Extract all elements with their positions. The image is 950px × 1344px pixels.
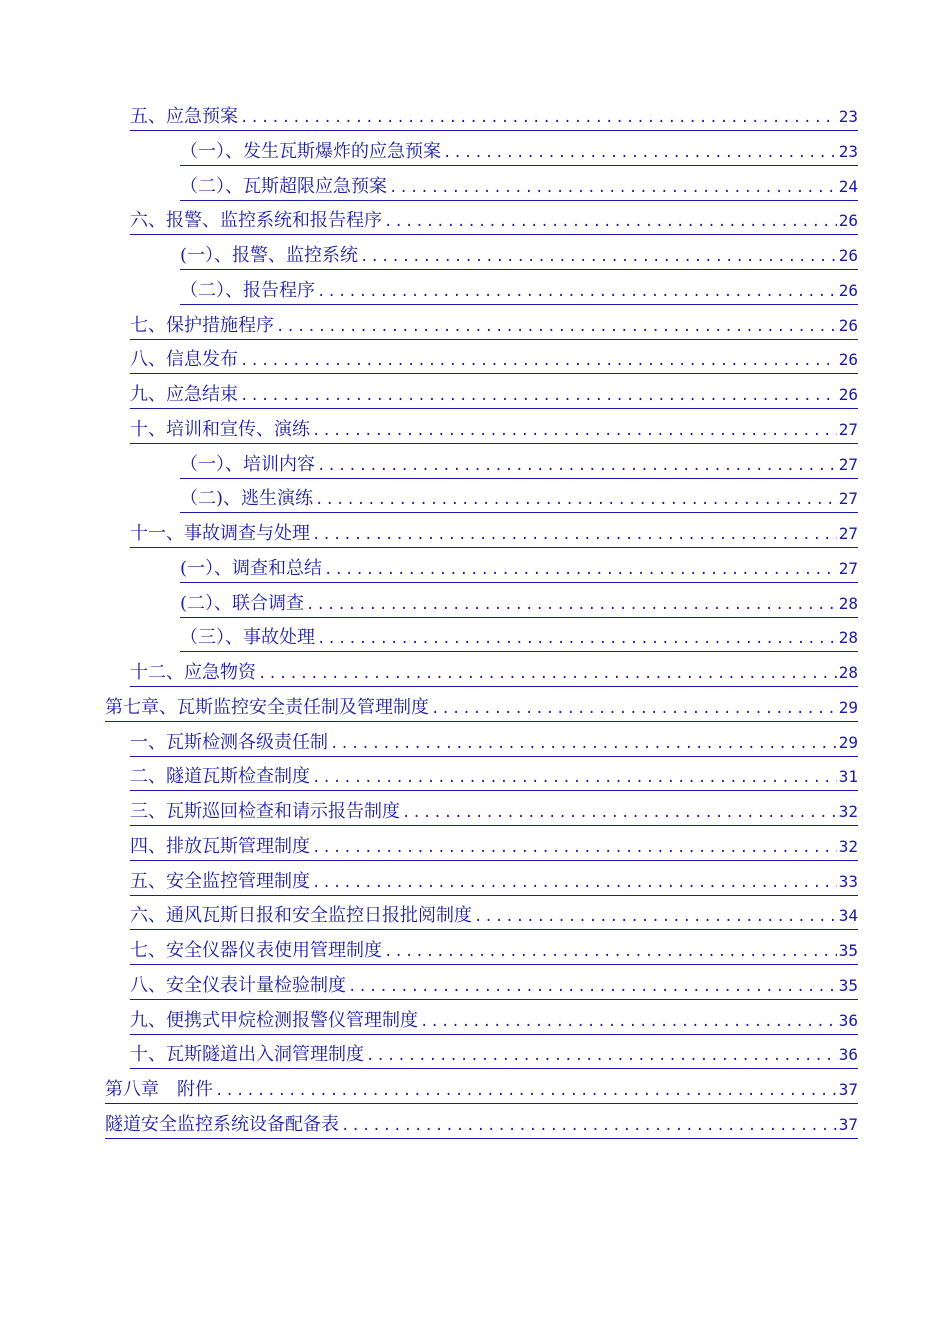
toc-entry[interactable] xyxy=(180,139,858,166)
toc-dot-leader xyxy=(312,522,837,548)
toc-entry[interactable] xyxy=(180,625,858,652)
toc-entry[interactable] xyxy=(130,834,858,861)
toc-dot-leader xyxy=(215,1078,837,1104)
toc-entry[interactable] xyxy=(130,660,858,687)
toc-entry[interactable] xyxy=(180,278,858,305)
toc-entry-label: 第七章、瓦斯监控安全责任制及管理制度 xyxy=(105,696,429,718)
toc-entry-label: 六、通风瓦斯日报和安全监控日报批阅制度 xyxy=(130,905,472,927)
toc-entry-page-number: 35 xyxy=(838,941,858,960)
toc-entry[interactable] xyxy=(130,208,858,235)
toc-entry-label: 二、隧道瓦斯检查制度 xyxy=(130,766,310,788)
toc-dot-leader xyxy=(402,800,837,826)
toc-entry-page-number: 24 xyxy=(838,176,858,196)
toc-entry-page-number: 31 xyxy=(838,767,858,787)
toc-entry-label: （二)、逃生演练 xyxy=(180,488,314,510)
toc-entry[interactable] xyxy=(130,799,858,826)
toc-entry-page-number: 37 xyxy=(838,1114,858,1134)
toc-entry[interactable] xyxy=(105,1077,858,1104)
toc-entry-label: 第八章 附件 xyxy=(105,1079,213,1100)
toc-dot-leader xyxy=(384,209,837,235)
toc-entry[interactable] xyxy=(130,313,858,340)
toc-entry-page-number: 28 xyxy=(838,663,858,682)
toc-entry[interactable] xyxy=(130,730,858,757)
toc-entry-page-number: 36 xyxy=(838,1045,858,1065)
toc-entry-page-number: 33 xyxy=(838,871,858,891)
toc-entry-label: （一）、培训内容 xyxy=(180,453,315,475)
toc-entry-page-number: 26 xyxy=(838,246,858,265)
toc-dot-leader xyxy=(474,904,837,930)
toc-dot-leader xyxy=(240,348,837,374)
toc-entry[interactable] xyxy=(180,486,858,513)
toc-dot-leader xyxy=(366,1043,837,1069)
toc-entry-page-number: 23 xyxy=(838,141,858,161)
toc-entry-page-number: 26 xyxy=(838,315,858,335)
toc-entry-page-number: 29 xyxy=(838,732,858,752)
toc-dot-leader xyxy=(317,279,837,305)
toc-dot-leader xyxy=(315,487,837,513)
toc-entry[interactable] xyxy=(130,1042,858,1069)
toc-entry[interactable] xyxy=(130,1008,858,1035)
toc-entry-page-number: 37 xyxy=(838,1080,858,1099)
toc-entry-page-number: 23 xyxy=(838,107,858,126)
toc-entry-label: 四、排放瓦斯管理制度 xyxy=(130,835,310,857)
toc-entry-page-number: 27 xyxy=(838,558,858,578)
toc-entry-label: (一）、报警、监控系统 xyxy=(180,245,359,266)
toc-entry[interactable] xyxy=(130,417,858,444)
toc-entry-page-number: 26 xyxy=(838,350,858,370)
toc-entry[interactable] xyxy=(130,104,858,131)
toc-entry-page-number: 28 xyxy=(838,628,858,648)
toc-entry[interactable] xyxy=(105,695,858,722)
toc-entry-page-number: 36 xyxy=(838,1010,858,1030)
toc-entry-label: 三、瓦斯巡回检查和请示报告制度 xyxy=(130,801,400,822)
toc-entry-label: 七、保护措施程序 xyxy=(130,314,274,336)
toc-dot-leader xyxy=(312,765,837,791)
toc-entry-label: 九、便携式甲烷检测报警仪管理制度 xyxy=(130,1009,418,1031)
toc-dot-leader xyxy=(306,592,837,618)
toc-entry[interactable] xyxy=(130,903,858,930)
toc-entry-page-number: 32 xyxy=(838,802,858,821)
toc-entry[interactable] xyxy=(130,347,858,374)
toc-dot-leader xyxy=(443,140,837,166)
toc-entry-page-number: 28 xyxy=(838,593,858,613)
toc-dot-leader xyxy=(384,939,837,965)
toc-entry[interactable] xyxy=(180,174,858,201)
toc-entry[interactable] xyxy=(130,938,858,965)
toc-entry-page-number: 26 xyxy=(838,385,858,404)
toc-entry-label: 五、安全监控管理制度 xyxy=(130,870,310,892)
toc-entry-page-number: 32 xyxy=(838,836,858,856)
toc-entry[interactable] xyxy=(130,521,858,548)
toc-entry-page-number: 34 xyxy=(838,906,858,926)
toc-entry-label: 六、报警、监控系统和报告程序 xyxy=(130,210,382,232)
toc-entry[interactable] xyxy=(180,591,858,618)
toc-entry[interactable] xyxy=(130,869,858,896)
toc-dot-leader xyxy=(240,383,837,409)
toc-dot-leader xyxy=(360,244,837,270)
toc-dot-leader xyxy=(312,870,837,896)
toc-entry-page-number: 27 xyxy=(838,489,858,509)
toc-entry-label: （二）、报告程序 xyxy=(180,279,315,301)
toc-dot-leader xyxy=(312,418,837,444)
toc-entry-label: 隧道安全监控系统设备配备表 xyxy=(105,1113,339,1135)
toc-entry[interactable] xyxy=(130,764,858,791)
toc-entry-label: 十一、事故调查与处理 xyxy=(130,523,310,544)
toc-dot-leader xyxy=(258,661,837,687)
toc-dot-leader xyxy=(312,835,837,861)
toc-entry-label: （二）、瓦斯超限应急预案 xyxy=(180,175,387,197)
toc-entry-label: 一、瓦斯检测各级责任制 xyxy=(130,731,328,753)
toc-dot-leader xyxy=(431,696,837,722)
toc-entry-label: (二）、联合调查 xyxy=(180,592,305,614)
toc-entry-label: 十二、应急物资 xyxy=(130,662,256,683)
toc-entry-label: (一）、调查和总结 xyxy=(180,557,323,579)
toc-entry-label: （一）、发生瓦斯爆炸的应急预案 xyxy=(180,140,441,162)
toc-entry-page-number: 26 xyxy=(838,211,858,231)
toc-entry[interactable] xyxy=(180,452,858,479)
toc-dot-leader xyxy=(317,453,837,479)
toc-entry-label: （三）、事故处理 xyxy=(180,627,315,649)
toc-entry-page-number: 29 xyxy=(838,697,858,717)
toc-entry-label: 七、安全仪器仪表使用管理制度 xyxy=(130,940,382,961)
toc-entry-page-number: 35 xyxy=(838,975,858,995)
toc-entry-label: 十、瓦斯隧道出入洞管理制度 xyxy=(130,1044,364,1066)
toc-dot-leader xyxy=(240,105,837,131)
toc-entry-label: 八、信息发布 xyxy=(130,349,238,371)
toc-entry[interactable] xyxy=(130,382,858,409)
toc-entry-label: 五、应急预案 xyxy=(130,106,238,127)
toc-entry-page-number: 26 xyxy=(838,280,858,300)
toc-dot-leader xyxy=(420,1009,837,1035)
toc-dot-leader xyxy=(389,175,837,201)
toc-entry-label: 九、应急结束 xyxy=(130,384,238,405)
toc-dot-leader xyxy=(348,974,837,1000)
toc-entry-page-number: 27 xyxy=(838,454,858,474)
toc-entry-label: 十、培训和宣传、演练 xyxy=(130,418,310,440)
toc-entry-page-number: 27 xyxy=(838,524,858,543)
toc-entry-page-number: 27 xyxy=(838,419,858,439)
toc-entry-label: 八、安全仪表计量检验制度 xyxy=(130,974,346,996)
toc-dot-leader xyxy=(276,314,837,340)
toc-dot-leader xyxy=(324,557,837,583)
toc-entry[interactable] xyxy=(180,243,858,270)
toc-dot-leader xyxy=(317,626,837,652)
toc-entry[interactable] xyxy=(105,1112,858,1139)
toc-entry[interactable] xyxy=(130,973,858,1000)
toc-dot-leader xyxy=(330,731,837,757)
toc-entry[interactable] xyxy=(180,556,858,583)
toc-dot-leader xyxy=(341,1113,837,1139)
